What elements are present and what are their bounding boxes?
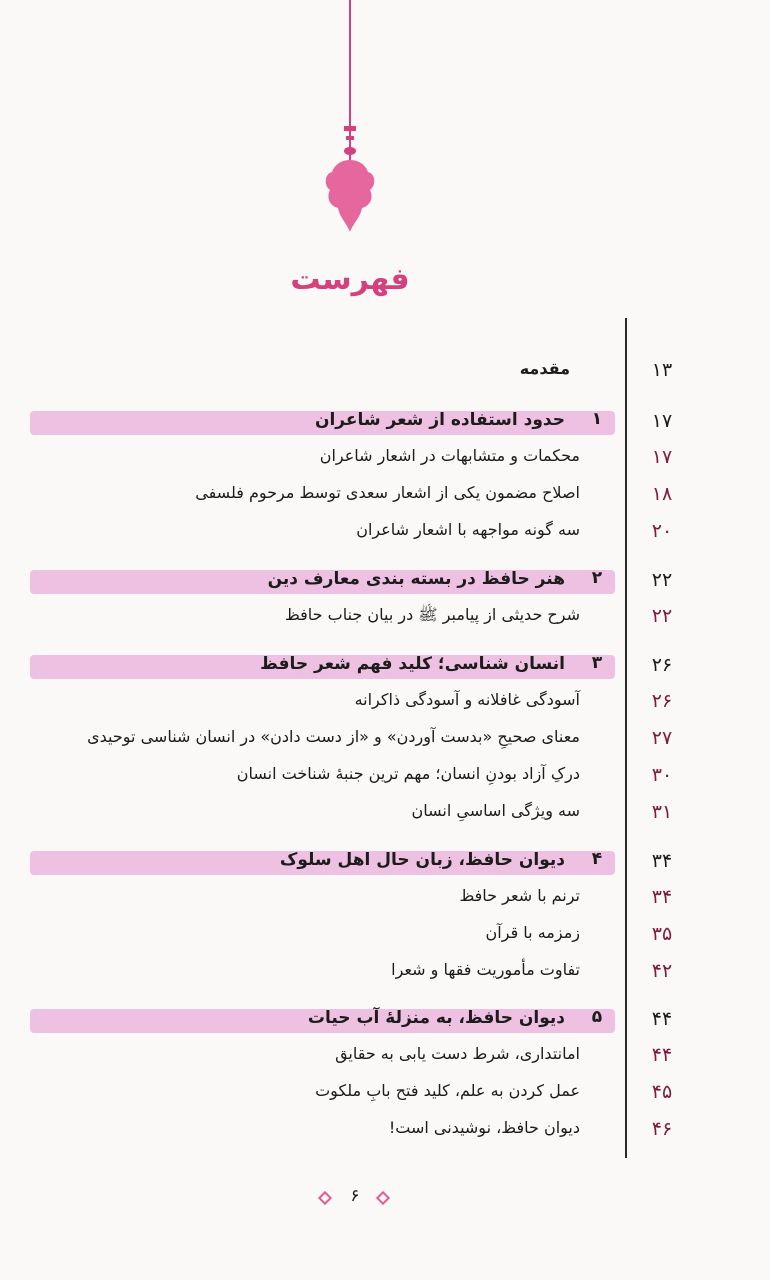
toc-row[interactable]: [0, 1076, 770, 1112]
page-number: ۳۰: [651, 764, 673, 786]
toc-row[interactable]: [0, 441, 770, 477]
page-number: ۴۴: [651, 1044, 673, 1066]
page-number: ۲۲: [651, 605, 673, 627]
page-number: ۲۶: [651, 654, 673, 676]
toc-row[interactable]: [0, 955, 770, 991]
entry-title: هنر حافظ در بسته بندی معارف دین: [267, 569, 565, 589]
page-title: فهرست: [290, 262, 410, 297]
entry-title: عمل کردن به علم، کلید فتح بابِ ملکوت: [315, 1081, 580, 1100]
toc-row[interactable]: [0, 722, 770, 758]
toc-row[interactable]: [0, 515, 770, 551]
page-number: ۱۷: [651, 446, 673, 468]
entry-title: شرح حدیثی از پیامبر ﷺ در بیان جناب حافظ: [284, 605, 580, 624]
toc-row[interactable]: [0, 478, 770, 514]
page-footer: [300, 1186, 410, 1212]
page-number: ۱۸: [651, 483, 673, 505]
toc-row-chapter[interactable]: [0, 1003, 770, 1039]
toc-row[interactable]: [0, 1039, 770, 1075]
entry-title: اصلاح مضمون یکی از اشعار سعدی توسط مرحوم فلسفی: [195, 483, 580, 502]
diamond-ornament-icon: [376, 1191, 390, 1205]
toc-row[interactable]: [0, 759, 770, 795]
chapter-number: ۱: [591, 409, 603, 429]
entry-title: امانتداری، شرط دست یابی به حقایق: [335, 1044, 580, 1063]
toc-row-chapter[interactable]: [0, 649, 770, 685]
page-number: ۲۲: [651, 569, 673, 591]
page-number: ۱۳: [651, 359, 673, 381]
page-number: ۲۶: [651, 690, 673, 712]
toc-row[interactable]: [0, 796, 770, 832]
entry-title: معنای صحیحِ «بدست آوردن» و «از دست دادن» در انسان شناسی توحیدی: [87, 727, 580, 746]
diamond-ornament-icon: [318, 1191, 332, 1205]
entry-title: دیوان حافظ، به منزلهٔ آب حیات: [307, 1008, 565, 1028]
toc-row[interactable]: [0, 685, 770, 721]
chapter-number: ۲: [591, 568, 603, 588]
toc-row[interactable]: [0, 600, 770, 636]
entry-title: مقدمه: [519, 359, 570, 378]
entry-title: زمزمه با قرآن: [485, 923, 580, 942]
entry-title: انسان شناسی؛ کلید فهم شعر حافظ: [260, 654, 565, 674]
chapter-number: ۴: [591, 849, 603, 869]
toc-row[interactable]: [0, 918, 770, 954]
footer-page-number: ۶: [350, 1186, 360, 1206]
entry-title: حدود استفاده از شعر شاعران: [314, 410, 565, 430]
toc-row-chapter[interactable]: [0, 564, 770, 600]
chapter-number: ۳: [591, 653, 603, 673]
page-number: ۲۰: [651, 520, 673, 542]
page-number: ۴۲: [651, 960, 673, 982]
entry-title: تفاوت مأموریت فقها و شعرا: [391, 960, 580, 979]
entry-title: سه گونه مواجهه با اشعار شاعران: [356, 520, 580, 539]
page-number: ۳۱: [651, 801, 673, 823]
entry-title: دیوان حافظ، زبان حال اهل سلوک: [279, 850, 565, 870]
page-number: ۲۷: [651, 727, 673, 749]
page-number: ۴۴: [651, 1008, 673, 1030]
entry-title: آسودگی غافلانه و آسودگی ذاکرانه: [354, 690, 580, 709]
toc-row-intro[interactable]: [0, 354, 770, 390]
toc-row-chapter[interactable]: [0, 845, 770, 881]
entry-title: درکِ آزاد بودنِ انسان؛ مهم ترین جنبهٔ شناخت انسان: [236, 764, 580, 783]
toc-row[interactable]: [0, 1113, 770, 1149]
chapter-number: ۵: [591, 1007, 603, 1027]
page-number: ۳۴: [651, 886, 673, 908]
page-number: ۳۵: [651, 923, 673, 945]
entry-title: دیوان حافظ، نوشیدنی است!: [388, 1118, 580, 1137]
entry-title: سه ویژگی اساسیِ انسان: [411, 801, 580, 820]
page-number: ۱۷: [651, 410, 673, 432]
page-number: ۴۵: [651, 1081, 673, 1103]
entry-title: ترنم با شعر حافظ: [459, 886, 580, 905]
entry-title: محکمات و متشابهات در اشعار شاعران: [319, 446, 580, 465]
toc-row-chapter[interactable]: [0, 405, 770, 441]
toc-row[interactable]: [0, 881, 770, 917]
page-number: ۳۴: [651, 850, 673, 872]
page-number: ۴۶: [651, 1118, 673, 1140]
